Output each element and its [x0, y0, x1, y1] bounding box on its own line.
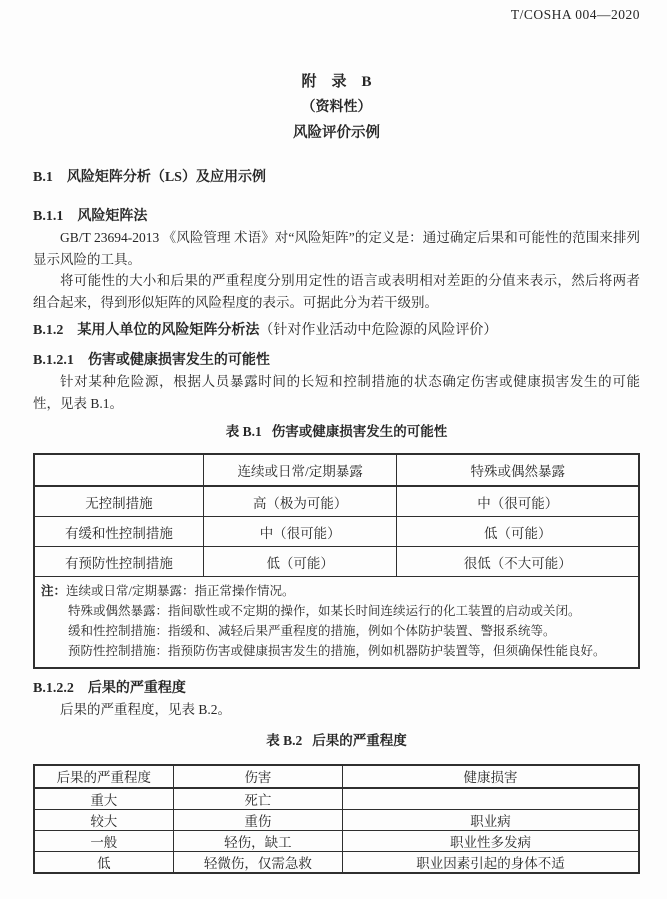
table-b1-cell: 中（很可能） — [203, 517, 397, 547]
table-b2-cell: 职业因素引起的身体不适 — [343, 851, 639, 873]
appendix-type: （资料性） — [301, 100, 372, 115]
paragraph-definition: GB/T 23694-2013 《风险管理 术语》对“风险矩阵”的定义是：通过确定后果和可能性的范围来排列显示风险的工具。 — [33, 230, 640, 267]
heading-b122 — [33, 679, 640, 699]
note-text: 连续或日常/定期暴露：指正常操作情况。 — [66, 584, 295, 598]
table-b2-cell: 低 — [34, 851, 173, 873]
table-b2-cell: 轻伤，缺工 — [173, 830, 342, 851]
table-b1-cell: 有预防性控制措施 — [34, 547, 203, 577]
table-b1-note-row — [34, 577, 639, 669]
heading-b12 — [33, 321, 640, 341]
heading-b12-title: 某用人单位的风险矩阵分析法 — [77, 323, 260, 338]
table-b1-cell: 很低（不大可能） — [397, 547, 639, 577]
heading-b11-title: 风险矩阵法 — [77, 209, 148, 224]
heading-b12-label: B.1.2 — [33, 323, 64, 338]
table-b2-header-cell: 伤害 — [173, 765, 342, 788]
table-b1-notes — [34, 577, 639, 669]
table-b1-cell: 低（可能） — [397, 517, 639, 547]
table-b1-cell: 无控制措施 — [34, 486, 203, 517]
table-row — [34, 486, 639, 517]
table-b1-cell: 有缓和性控制措施 — [34, 517, 203, 547]
note-line — [41, 581, 632, 601]
table-b2-cell: 一般 — [34, 830, 173, 851]
table-b1-cell: 高（极为可能） — [203, 486, 397, 517]
heading-b1-label: B.1 — [33, 170, 53, 185]
table-b2-cell: 职业性多发病 — [343, 830, 639, 851]
table-row — [34, 830, 639, 851]
table-b1 — [33, 453, 640, 669]
heading-b121 — [33, 351, 640, 371]
table-row — [34, 788, 639, 810]
heading-b122-label: B.1.2.2 — [33, 681, 74, 696]
table-b2-cell: 死亡 — [173, 788, 342, 810]
table-b2-header-row — [34, 765, 639, 788]
note-line: 缓和性控制措施：指缓和、减轻后果严重程度的措施，例如个体防护装置、警报系统等。 — [68, 624, 556, 638]
table-b1-caption-label: 表 B.1 — [225, 424, 262, 439]
table-b2-header-cell: 后果的严重程度 — [34, 765, 173, 788]
heading-b12-note: （针对作业活动中危险源的风险评价） — [259, 323, 498, 338]
table-b1-caption-title: 伤害或健康损害发生的可能性 — [271, 424, 448, 439]
appendix-title: 附 录 B — [301, 74, 372, 90]
table-b2-caption-title: 后果的严重程度 — [312, 732, 407, 748]
table-b1-cell: 中（很可能） — [397, 486, 639, 517]
paragraph-likelihood: 针对某种危险源，根据人员暴露时间的长短和控制措施的状态确定伤害或健康损害发生的可能性，见表 B.1。 — [33, 374, 640, 411]
standard-number: T/COSHA 004—2020 — [510, 7, 640, 22]
table-row — [34, 851, 639, 873]
table-b1-header-cell: 特殊或偶然暴露 — [397, 454, 639, 486]
heading-b1 — [33, 168, 640, 188]
table-b1-header-cell: 连续或日常/定期暴露 — [203, 454, 397, 486]
heading-b121-title: 伤害或健康损害发生的可能性 — [87, 353, 270, 368]
table-b2-caption — [33, 731, 640, 751]
table-b2-cell: 重大 — [34, 788, 173, 810]
appendix-name: 风险评价示例 — [293, 125, 380, 141]
table-b2-cell: 轻微伤，仅需急救 — [173, 851, 342, 873]
table-b2-cell: 较大 — [34, 809, 173, 830]
heading-b11-label: B.1.1 — [33, 209, 64, 224]
heading-b121-label: B.1.2.1 — [33, 353, 74, 368]
note-line: 预防性控制措施：指预防伤害或健康损害发生的措施，例如机器防护装置等，但须确保性能良好。 — [68, 644, 606, 658]
table-b2-header-cell: 健康损害 — [343, 765, 639, 788]
table-row — [34, 809, 639, 830]
table-row — [34, 517, 639, 547]
note-line: 特殊或偶然暴露：指间歇性或不定期的操作，如某长时间连续运行的化工装置的启动或关闭。 — [68, 604, 581, 618]
table-b2 — [33, 764, 640, 874]
table-b2-cell: 职业病 — [343, 809, 639, 830]
heading-b122-title: 后果的严重程度 — [87, 681, 186, 696]
paragraph-matrix-explain: 将可能性的大小和后果的严重程度分别用定性的语言或表明相对差距的分值来表示，然后将两者组合起来，得到形似矩阵的风险程度的表示。可据此分为若干级别。 — [33, 273, 640, 310]
table-row — [34, 547, 639, 577]
heading-b11 — [33, 207, 640, 227]
table-b1-caption — [33, 422, 640, 442]
table-b2-cell: 重伤 — [173, 809, 342, 830]
paragraph-severity: 后果的严重程度，见表 B.2。 — [60, 702, 232, 717]
heading-b1-title: 风险矩阵分析（LS）及应用示例 — [66, 170, 266, 185]
table-b1-cell: 低（可能） — [203, 547, 397, 577]
table-b2-cell — [343, 788, 639, 810]
table-b1-header-cell — [34, 454, 203, 486]
table-b2-caption-label: 表 B.2 — [266, 732, 303, 748]
table-b1-header-row — [34, 454, 639, 486]
note-label: 注： — [41, 584, 67, 598]
